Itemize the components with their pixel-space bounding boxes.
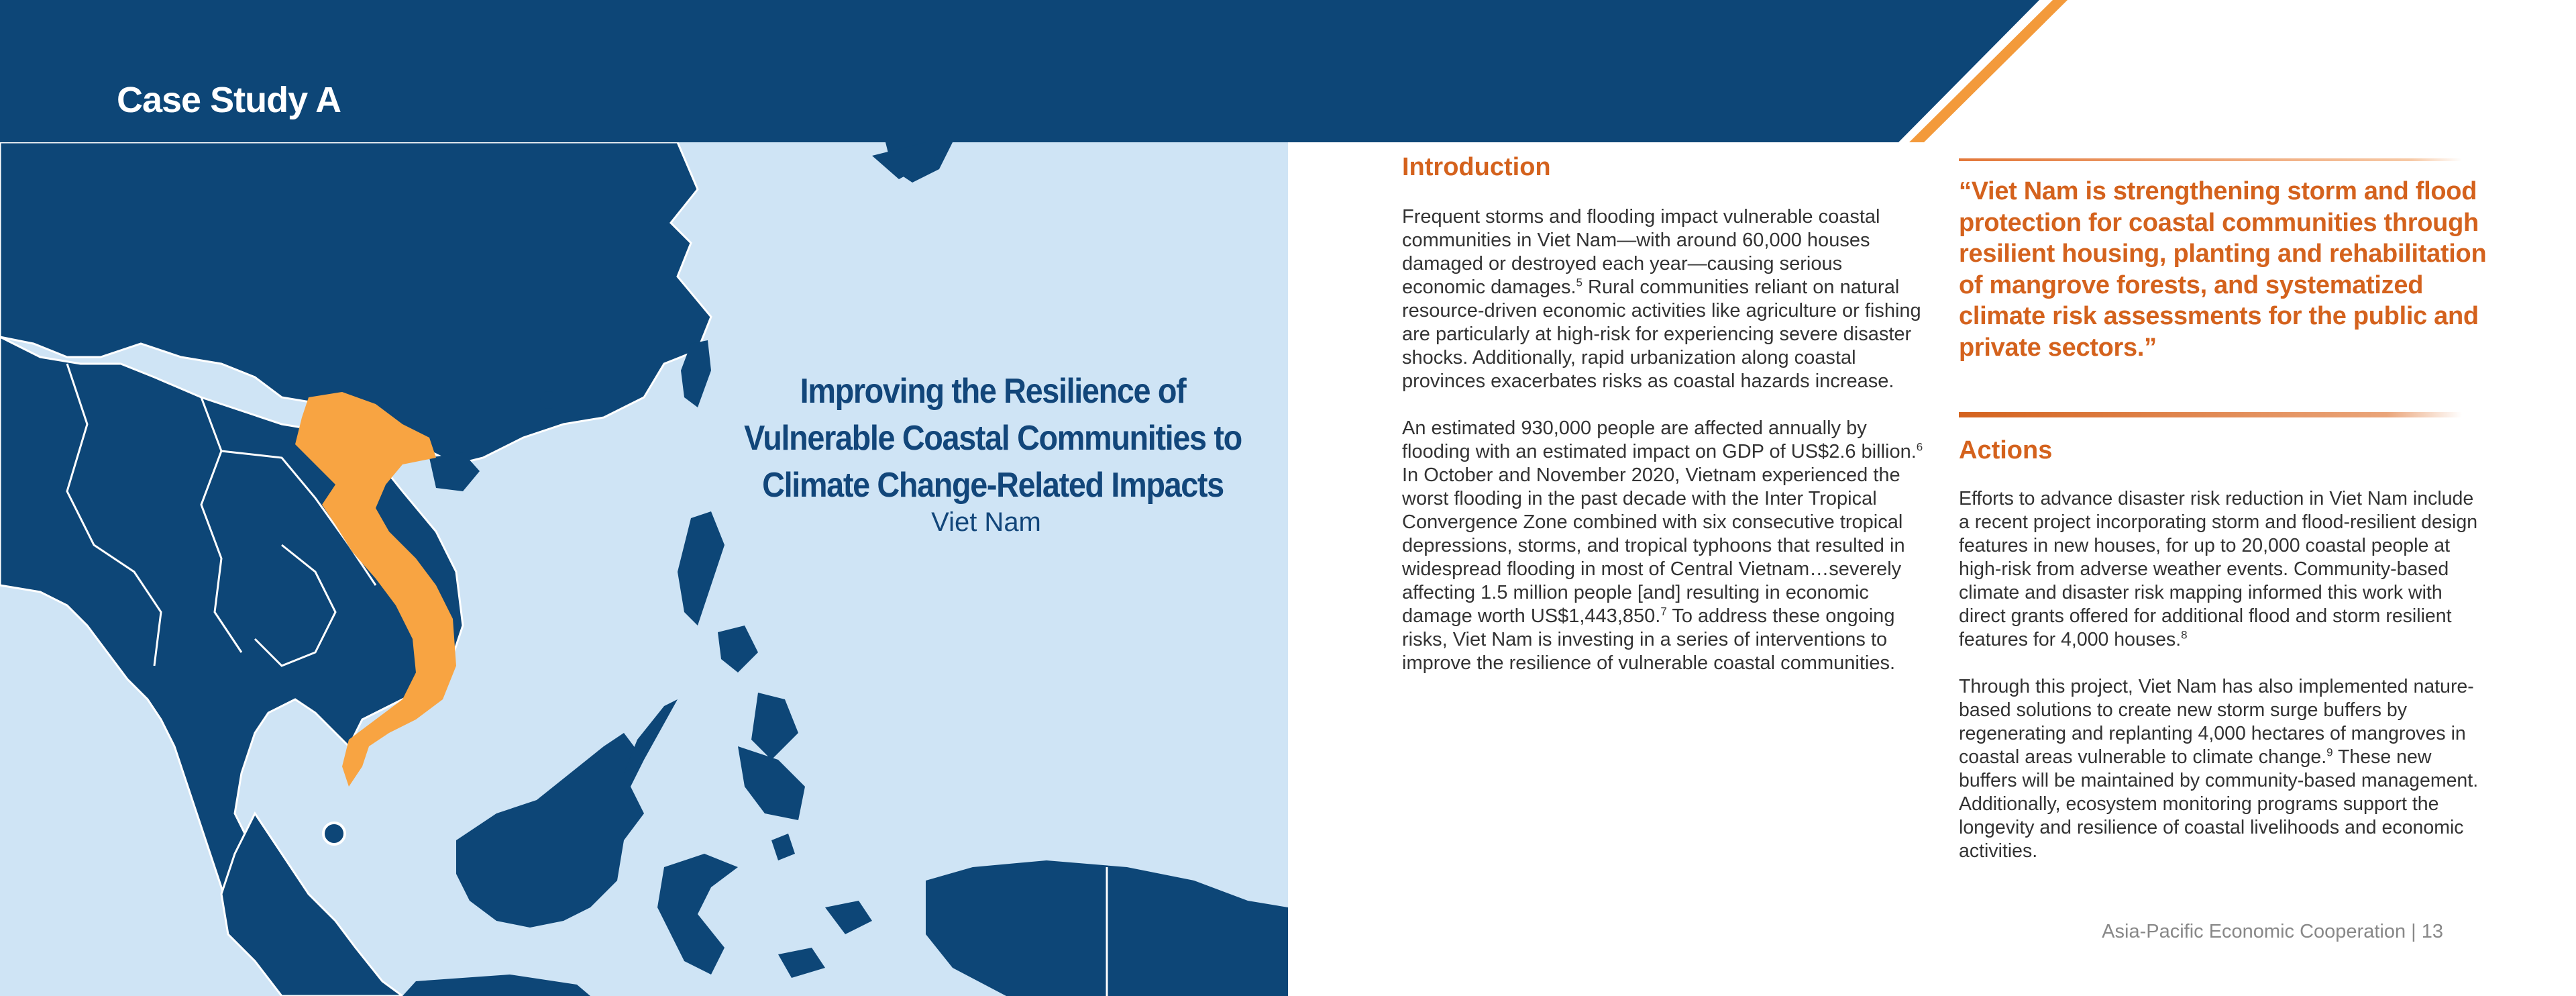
quote-rule-bottom: [1959, 412, 2462, 417]
text-run: In October and November 2020, Vietnam experienced the worst flooding in the past decade with the Inter Tropical Convergence Zone combined with six consecutive tropical depressions, storms, and tropical typhoons that resulted in widespread flooding in most of Central Vietnam…severely affecting 1.5 million people [and] resulting in economic damage worth US$1,443,850.: [1402, 464, 1905, 627]
text-run: Rural communities reliant on natural resource-driven economic activities like agriculture or fishing are particularly at high-risk for experiencing severe disaster shocks. Additionally, rapid urbanization along coastal provinces exacerbates risks as coastal hazards increase.: [1402, 277, 1921, 392]
pull-quote: “Viet Nam is strengthening storm and flood protection for coastal communities through resilient housing, planting and rehabilitation of mangrove forests, and systematized climate risk assessments for the public and private sectors.”: [1959, 177, 2487, 362]
southeast-asia-map: [0, 142, 1288, 996]
page-footer: Asia-Pacific Economic Cooperation | 13: [2102, 921, 2443, 942]
case-study-title: [727, 368, 1258, 509]
text-run: Efforts to advance disaster risk reduction in Viet Nam include a recent project incorporating storm and flood-resilient design features in new houses, for up to 20,000 coastal people at high-risk from adverse weather events. Community-based climate and disaster risk mapping informed this work with direct grants offered for additional flood and storm resilient features for 4,000 houses.: [1959, 488, 2478, 650]
actions-paragraph-2: [1959, 675, 2482, 863]
footnote-ref: 8: [2181, 628, 2188, 642]
introduction-paragraph-1: [1402, 205, 1925, 393]
text-run: These new buffers will be maintained by community-based management. Additionally, ecosystem monitoring programs support the longevity and resilience of coastal livelihoods and economic activities.: [1959, 746, 2479, 862]
quote-rule-top: [1959, 158, 2462, 161]
footnote-ref: 5: [1576, 276, 1582, 289]
introduction-heading: Introduction: [1402, 153, 1551, 181]
text-run: To address these ongoing risks, Viet Nam is investing in a series of interventions to improve the resilience of vulnerable coastal communities.: [1402, 605, 1896, 674]
city-marker-hongkong: [540, 391, 557, 409]
text-run: An estimated 930,000 people are affected annually by flooding with an estimated impact on GDP of US$2.6 billion.: [1402, 417, 1917, 462]
actions-heading: Actions: [1959, 436, 2053, 464]
text-run: Through this project, Viet Nam has also implemented nature-based solutions to create new storm surge buffers by regenerating and replanting 4,000 hectares of mangroves in coastal areas vulnerable to climate change.: [1959, 676, 2474, 768]
title-line-3: Climate Change-Related Impacts: [762, 466, 1224, 505]
city-marker-singapore: [323, 823, 345, 844]
introduction-paragraph-2: [1402, 417, 1925, 675]
footnote-ref: 7: [1660, 605, 1667, 618]
header-banner: [0, 0, 2576, 142]
text-run: Frequent storms and flooding impact vulnerable coastal communities in Viet Nam—with around 60,000 houses damaged or destroyed each year—causing serious economic damages.: [1402, 206, 1880, 298]
introduction-body: [1402, 205, 1925, 699]
country-subtitle: Viet Nam: [931, 507, 1041, 537]
case-study-label: Case Study A: [117, 80, 341, 120]
title-line-1: Improving the Resilience of: [800, 372, 1186, 411]
title-line-2: Vulnerable Coastal Communities to: [744, 419, 1242, 458]
actions-paragraph-1: [1959, 487, 2482, 652]
footnote-ref: 6: [1916, 440, 1923, 454]
footnote-ref: 9: [2326, 746, 2333, 759]
actions-body: [1959, 487, 2482, 887]
